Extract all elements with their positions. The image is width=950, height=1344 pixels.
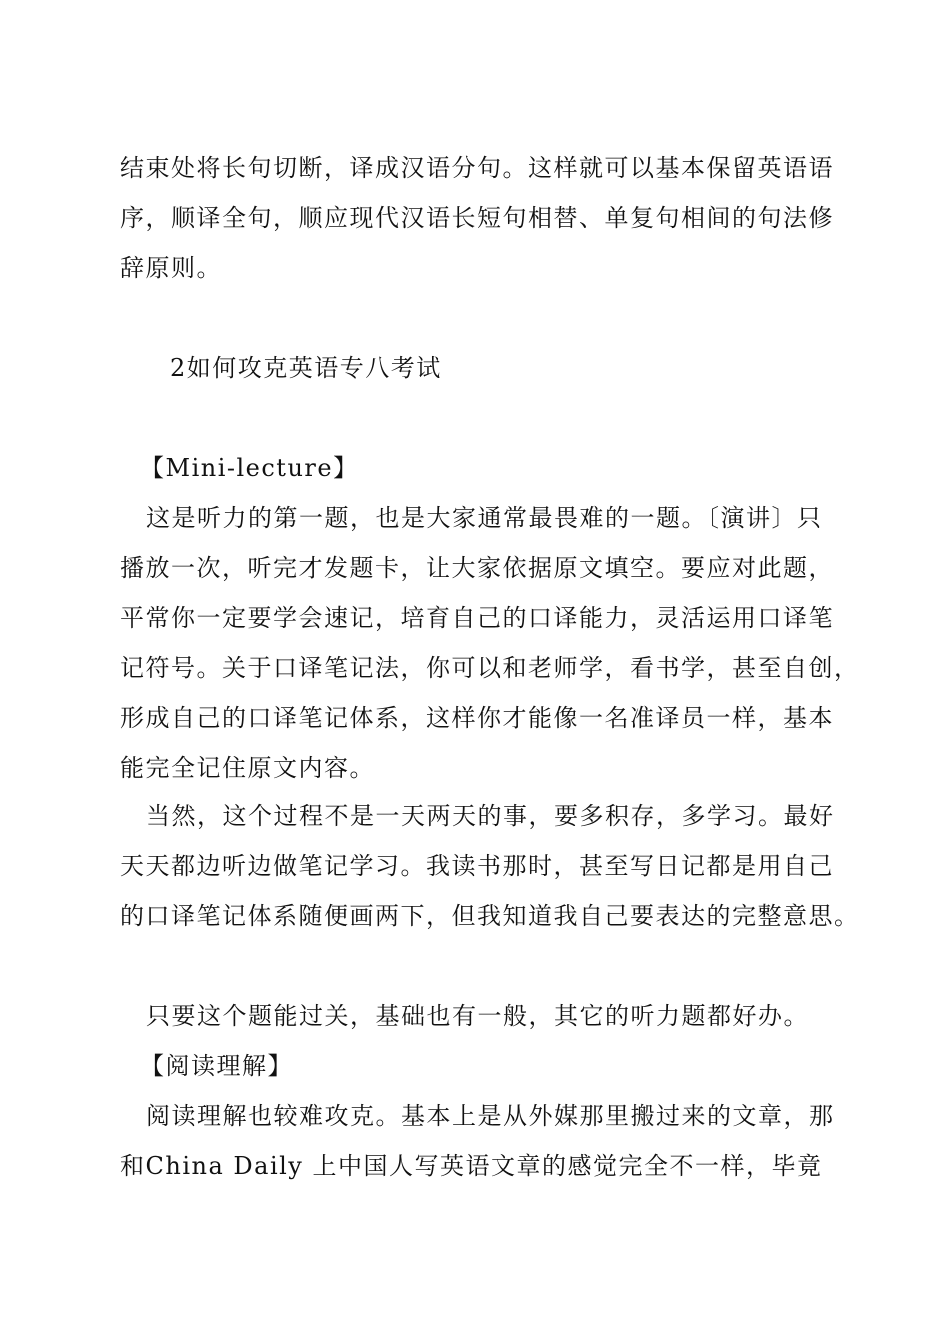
- paragraph-line: 形成自己的口译笔记体系，这样你才能像一名准译员一样，基本: [120, 704, 834, 732]
- paragraph-line: 播放一次，听完才发题卡，让大家依据原文填空。要应对此题，: [120, 554, 834, 582]
- paragraph-line: 只要这个题能过关，基础也有一般，其它的听力题都好办。: [146, 1002, 809, 1030]
- paragraph-line: 阅读理解也较难攻克。基本上是从外媒那里搬过来的文章，那: [146, 1102, 835, 1130]
- paragraph-line: 能完全记住原文内容。: [120, 754, 375, 782]
- paragraph-line: 辞原则。: [120, 254, 222, 282]
- paragraph-line: 天天都边听边做笔记学习。我读书那时，甚至写日记都是用自己: [120, 852, 834, 880]
- paragraph-line: 这是听力的第一题，也是大家通常最畏难的一题。〔演讲〕只: [146, 504, 823, 532]
- reading-heading: 【阅读理解】: [140, 1052, 293, 1080]
- mini-lecture-heading: 【Mini-lecture】: [140, 454, 359, 482]
- paragraph-line: 序，顺译全句，顺应现代汉语长短句相替、单复句相间的句法修: [120, 204, 834, 232]
- paragraph-line: 和China Daily 上中国人写英语文章的感觉完全不一样，毕竟: [120, 1152, 823, 1180]
- paragraph-line: 记符号。关于口译笔记法，你可以和老师学，看书学，甚至自创，: [120, 654, 860, 682]
- paragraph-line: 当然，这个过程不是一天两天的事，要多积存，多学习。最好: [146, 802, 835, 830]
- paragraph-line: 的口译笔记体系随便画两下，但我知道我自己要表达的完整意思。: [120, 902, 860, 930]
- paragraph-line: 结束处将长句切断，译成汉语分句。这样就可以基本保留英语语: [120, 154, 834, 182]
- section-heading: 2如何攻克英语专八考试: [170, 354, 442, 382]
- paragraph-line: 平常你一定要学会速记，培育自己的口译能力，灵活运用口译笔: [120, 604, 834, 632]
